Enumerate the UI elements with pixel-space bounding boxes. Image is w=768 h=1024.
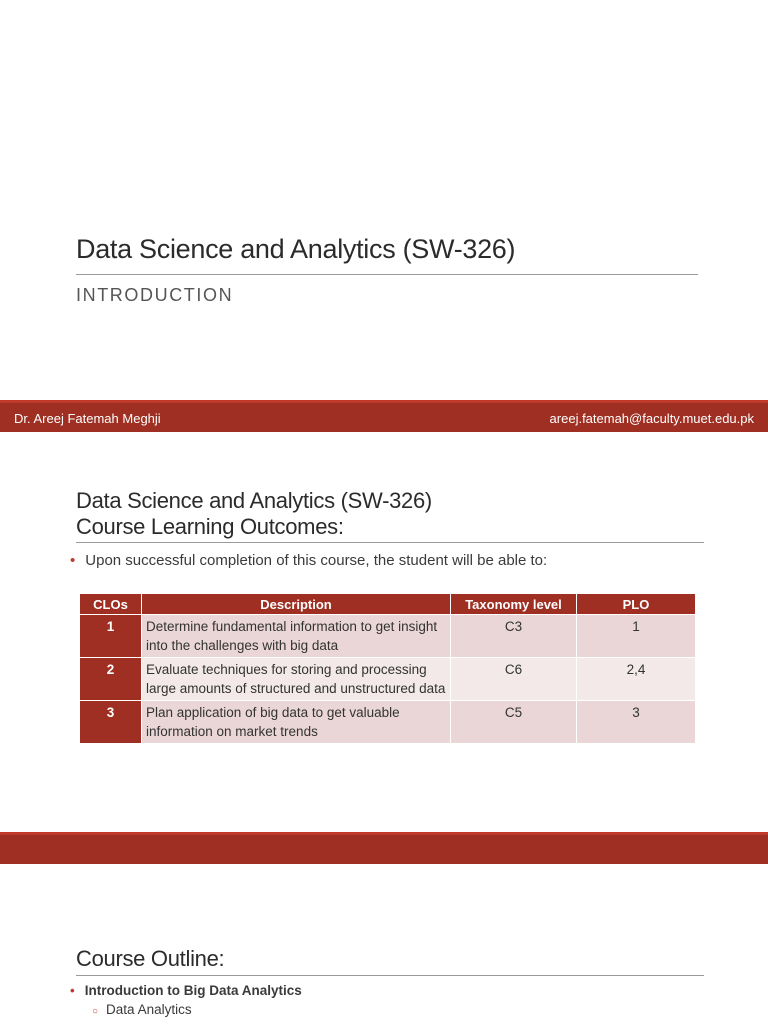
clo-description: Evaluate techniques for storing and processing large amounts of structured and unstructured data bbox=[142, 658, 451, 701]
table-row bbox=[80, 701, 696, 744]
table-row bbox=[80, 615, 696, 658]
clo-taxonomy: C6 bbox=[451, 658, 577, 701]
slide-title: Course Outline: bbox=[76, 946, 225, 971]
clo-taxonomy: C3 bbox=[451, 615, 577, 658]
author-name: Dr. Areej Fatemah Meghji bbox=[14, 411, 161, 426]
slide-title bbox=[76, 488, 432, 540]
header-plo: PLO bbox=[577, 594, 696, 615]
circle-bullet-icon: ○ bbox=[92, 1006, 99, 1017]
outline-slide bbox=[0, 864, 768, 1024]
slide-title: Data Science and Analytics (SW-326) bbox=[76, 234, 516, 264]
header-taxonomy: Taxonomy level bbox=[451, 594, 577, 615]
clo-number: 3 bbox=[80, 701, 142, 744]
title-slide bbox=[0, 0, 768, 400]
clo-description: Plan application of big data to get valuable information on market trends bbox=[142, 701, 451, 744]
slide-subtitle: INTRODUCTION bbox=[76, 285, 234, 305]
title-divider bbox=[76, 975, 704, 976]
clo-table bbox=[79, 593, 696, 744]
clo-slide bbox=[0, 432, 768, 832]
title-divider bbox=[76, 542, 704, 543]
outline-item bbox=[70, 983, 302, 998]
clo-number: 2 bbox=[80, 658, 142, 701]
table-header-row bbox=[80, 594, 696, 615]
author-email: areej.fatemah@faculty.muet.edu.pk bbox=[549, 411, 754, 426]
bullet-item bbox=[70, 552, 547, 569]
clo-number: 1 bbox=[80, 615, 142, 658]
outline-item-text: Introduction to Big Data Analytics bbox=[84, 983, 302, 998]
slide-separator-bar bbox=[0, 832, 768, 864]
clo-taxonomy: C5 bbox=[451, 701, 577, 744]
table-row bbox=[80, 658, 696, 701]
bullet-icon: • bbox=[70, 552, 76, 569]
outline-subitem bbox=[92, 1002, 192, 1017]
slide-title-line2: Course Learning Outcomes: bbox=[76, 514, 344, 539]
clo-description: Determine fundamental information to get insight into the challenges with big data bbox=[142, 615, 451, 658]
slide-title-line1: Data Science and Analytics (SW-326) bbox=[76, 488, 432, 513]
clo-plo: 3 bbox=[577, 701, 696, 744]
clo-plo: 1 bbox=[577, 615, 696, 658]
footer-bar bbox=[0, 400, 768, 432]
title-divider bbox=[76, 274, 698, 275]
header-clos: CLOs bbox=[80, 594, 142, 615]
bullet-icon: • bbox=[70, 983, 75, 998]
outline-subitem-text: Data Analytics bbox=[106, 1002, 192, 1017]
header-description: Description bbox=[142, 594, 451, 615]
clo-plo: 2,4 bbox=[577, 658, 696, 701]
bullet-text: Upon successful completion of this course, the student will be able to: bbox=[85, 552, 548, 569]
